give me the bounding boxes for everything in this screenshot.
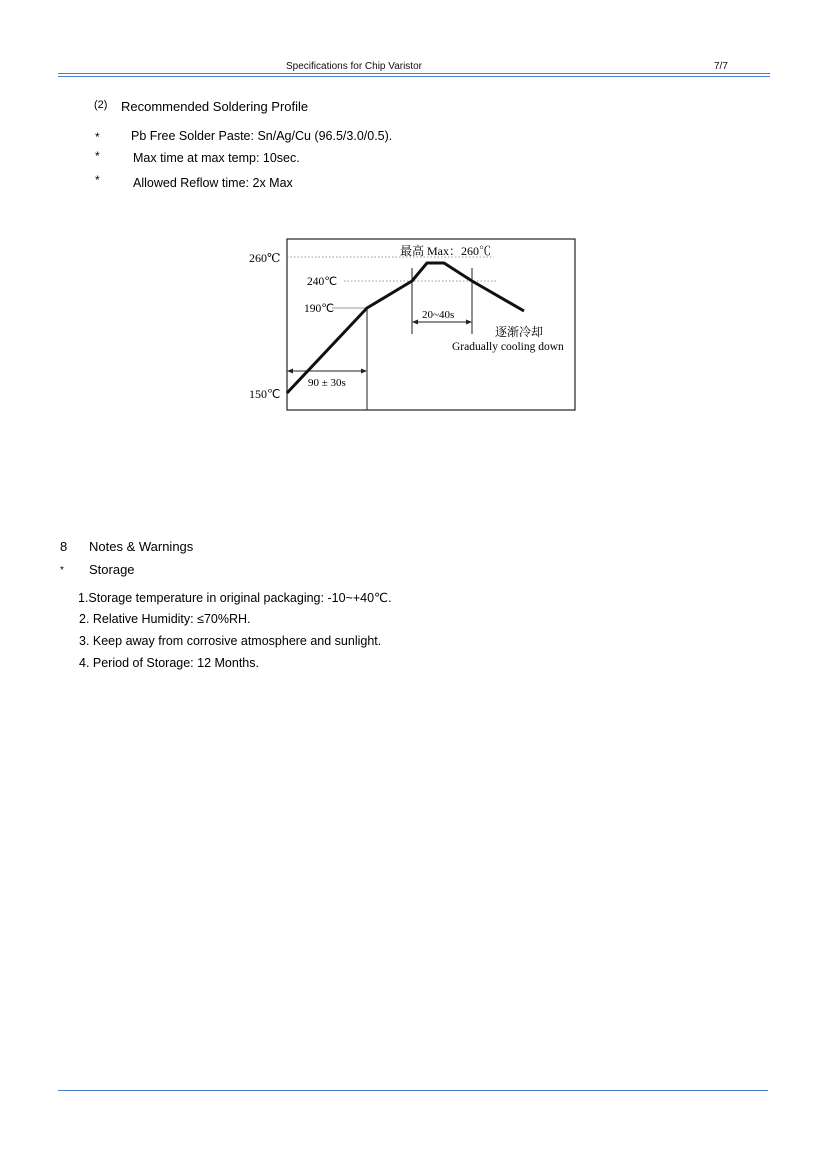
bullet-marker: * <box>95 130 100 144</box>
footer-rule <box>58 1090 768 1091</box>
reflow-profile-chart <box>244 236 578 414</box>
cooling-label-en: Gradually cooling down <box>452 341 564 353</box>
label-240: 240℃ <box>307 276 338 288</box>
preheat-arrowhead-left <box>287 369 293 374</box>
preheat-label: 90 ± 30s <box>308 377 346 389</box>
header-rule-2 <box>58 76 770 77</box>
page-number: 7/7 <box>714 61 728 72</box>
subsection-heading: Storage <box>89 562 135 577</box>
list-item: 1.Storage temperature in original packaging: -10~+40℃. <box>78 591 392 605</box>
list-item: 2. Relative Humidity: ≤70%RH. <box>79 612 251 626</box>
reflow-chart-svg <box>244 236 578 414</box>
section-heading: Recommended Soldering Profile <box>121 99 309 114</box>
header-rule <box>58 73 770 74</box>
bullet-item: Pb Free Solder Paste: Sn/Ag/Cu (96.5/3.0/0.5). <box>131 129 393 143</box>
list-item: 3. Keep away from corrosive atmosphere and sunlight. <box>79 634 382 648</box>
bullet-item: Max time at max temp: 10sec. <box>133 151 300 165</box>
peak-label: 最高 Max：260℃ <box>400 244 491 258</box>
window-label: 20~40s <box>422 309 455 321</box>
list-item: 4. Period of Storage: 12 Months. <box>79 656 259 670</box>
window-arrowhead-left <box>412 320 418 325</box>
bullet-marker: * <box>60 565 64 576</box>
section-number: 8 <box>60 539 68 554</box>
cooling-label-cn: 逐渐冷却 <box>495 325 544 339</box>
y-tick-label: 260℃ <box>249 251 281 265</box>
preheat-arrowhead-right <box>361 369 367 374</box>
bullet-marker: * <box>95 173 100 187</box>
section-number: (2) <box>94 99 108 111</box>
bullet-marker: * <box>95 149 100 163</box>
y-tick-label: 150℃ <box>249 387 281 401</box>
section-heading: Notes & Warnings <box>89 539 194 554</box>
bullet-item: Allowed Reflow time: 2x Max <box>133 176 293 190</box>
document-title: Specifications for Chip Varistor <box>286 61 422 72</box>
label-190: 190℃ <box>304 303 335 315</box>
window-arrowhead-right <box>466 320 472 325</box>
